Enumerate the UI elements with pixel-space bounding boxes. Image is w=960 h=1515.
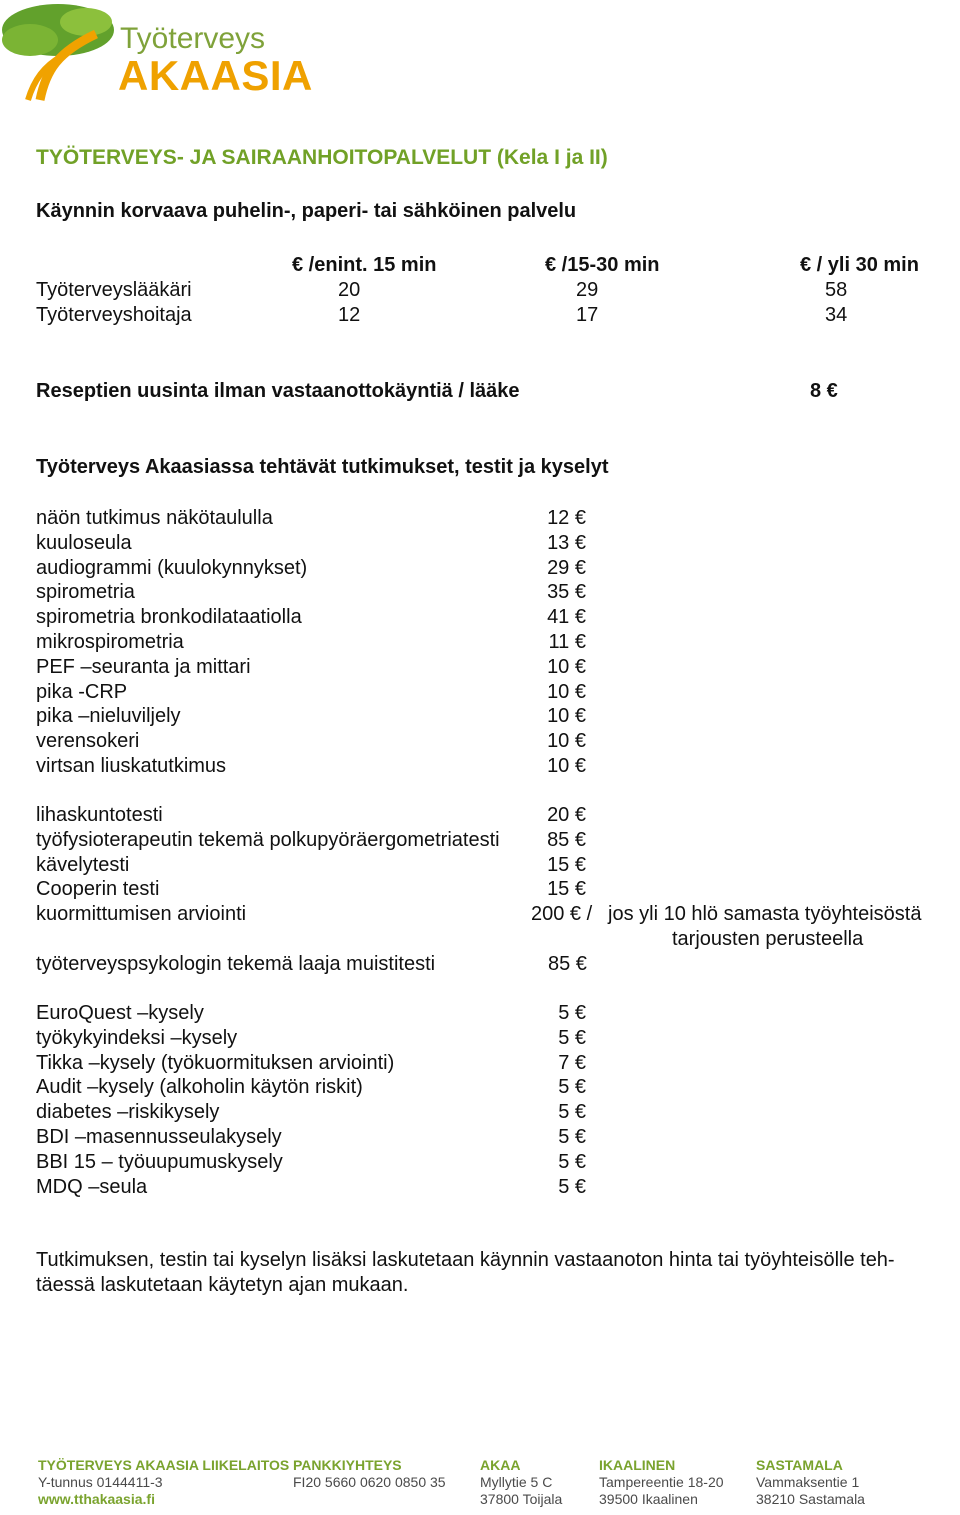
- footer-iban: FI20 5660 0620 0850 35: [293, 1474, 446, 1490]
- tests-heading: Työterveys Akaasiassa tehtävät tutkimukset, testit ja kyselyt: [36, 456, 609, 478]
- strain-note: jos yli 10 hlö samasta työyhteisöstä: [608, 903, 922, 925]
- billing-note: Tutkimuksen, testin tai kyselyn lisäksi laskutetaan käynnin vastaanoton hinta tai työyhteisölle teh-: [36, 1249, 895, 1271]
- price-row-label: mikrospirometria: [36, 631, 184, 653]
- footer-bank-title: PANKKIYHTEYS: [293, 1457, 402, 1473]
- memory-test-price: 85 €: [548, 953, 587, 975]
- strain-label: kuormittumisen arviointi: [36, 903, 247, 925]
- footer-postcode: 37800 Toijala: [480, 1491, 563, 1507]
- price-row-value: 10 €: [547, 655, 586, 678]
- prescription-price: 8 €: [810, 380, 838, 402]
- price-row: [36, 730, 596, 755]
- phone-row-value: 34: [825, 304, 848, 326]
- price-row-label: Cooperin testi: [36, 878, 160, 901]
- price-row: [36, 1002, 596, 1027]
- phone-service-heading: Käynnin korvaava puhelin-, paperi- tai sähköinen palvelu: [36, 200, 577, 222]
- price-row-value: 20 €: [547, 804, 586, 826]
- price-row: [36, 532, 596, 557]
- price-row-value: 41 €: [547, 606, 586, 629]
- logo-text-top: Työterveys: [120, 22, 266, 55]
- price-row-value: 5 €: [558, 1026, 586, 1049]
- column-header-15-30min: € /15-30 min: [545, 254, 660, 276]
- price-row-value: 10 €: [547, 705, 586, 728]
- price-row-value: 5 €: [558, 1101, 586, 1124]
- price-row: [36, 1176, 596, 1201]
- price-row-label: työkykyindeksi –kysely: [36, 1026, 238, 1049]
- price-row-value: 29 €: [547, 556, 586, 579]
- footer-address: Vammaksentie 1: [756, 1474, 860, 1490]
- price-row: [36, 705, 596, 730]
- strain-price: 200 € /: [531, 903, 593, 925]
- footer-office-title: SASTAMALA: [756, 1457, 843, 1473]
- price-row-label: spirometria: [36, 581, 135, 604]
- price-row: [36, 878, 596, 903]
- price-row-label: lihaskuntotesti: [36, 804, 163, 826]
- price-row-label: Audit –kysely (alkoholin käytön riskit): [36, 1076, 363, 1099]
- price-row-label: virtsan liuskatutkimus: [36, 755, 227, 777]
- price-row-label: spirometria bronkodilataatiolla: [36, 606, 302, 629]
- price-row-label: Tikka –kysely (työkuormituksen arviointi): [36, 1051, 395, 1074]
- price-row: [36, 1076, 596, 1101]
- price-row-value: 5 €: [558, 1175, 586, 1198]
- price-row-label: BDI –masennusseulakysely: [36, 1126, 282, 1148]
- price-row-label: kävelytesti: [36, 853, 130, 876]
- footer-office-akaa: [480, 1457, 562, 1508]
- billing-note: täessä laskutetaan käytetyn ajan mukaan.: [36, 1274, 409, 1296]
- price-row: [36, 1101, 596, 1126]
- price-row: [36, 804, 596, 829]
- price-row-value: 5 €: [558, 1076, 586, 1099]
- price-row-value: 7 €: [558, 1051, 586, 1074]
- price-row: [36, 854, 596, 879]
- price-row: [36, 656, 596, 681]
- price-row-value: 5 €: [558, 1002, 586, 1024]
- price-row: [36, 1052, 596, 1077]
- phone-row-value: 58: [825, 279, 848, 301]
- price-row: [36, 557, 596, 582]
- phone-row-value: 12: [338, 304, 361, 326]
- footer-business-id: Y-tunnus 0144411-3: [38, 1474, 163, 1490]
- price-row-label: MDQ –seula: [36, 1175, 148, 1198]
- phone-row-value: 17: [576, 304, 599, 326]
- column-header-15min: € /enint. 15 min: [292, 254, 437, 276]
- footer-postcode: 39500 Ikaalinen: [599, 1491, 698, 1507]
- price-row-value: 11 €: [548, 631, 586, 653]
- price-row: [36, 581, 596, 606]
- phone-row-value: 20: [338, 279, 361, 301]
- price-row: [36, 755, 596, 780]
- price-row-label: pika –nieluviljely: [36, 705, 181, 728]
- price-row-value: 10 €: [547, 755, 586, 777]
- logo-text-bottom: AKAASIA: [118, 52, 313, 99]
- price-row: [36, 1126, 596, 1151]
- price-row: [36, 681, 596, 706]
- price-row: [36, 1151, 596, 1176]
- footer-address: Tampereentie 18-20: [599, 1474, 724, 1490]
- price-row-label: diabetes –riskikysely: [36, 1101, 220, 1124]
- price-row-value: 15 €: [547, 853, 586, 876]
- footer-postcode: 38210 Sastamala: [756, 1491, 865, 1507]
- strain-note: tarjousten perusteella: [672, 928, 864, 950]
- price-row-value: 15 €: [547, 878, 586, 901]
- footer-office-title: AKAA: [480, 1457, 521, 1473]
- price-row-label: näön tutkimus näkötaululla: [36, 507, 273, 529]
- footer-bank: [293, 1457, 446, 1491]
- price-row-label: PEF –seuranta ja mittari: [36, 655, 251, 678]
- company-logo: [0, 0, 313, 104]
- footer-office-title: IKAALINEN: [599, 1457, 676, 1473]
- price-row: [36, 631, 596, 656]
- price-row-label: audiogrammi (kuulokynnykset): [36, 556, 308, 579]
- price-row-value: 12 €: [547, 507, 586, 529]
- price-row: [36, 606, 596, 631]
- page-title: TYÖTERVEYS- JA SAIRAANHOITOPALVELUT (Kela I ja II): [36, 146, 608, 169]
- footer-org-title: TYÖTERVEYS AKAASIA LIIKELAITOS: [38, 1457, 290, 1473]
- price-row: [36, 1027, 596, 1052]
- price-row-label: verensokeri: [36, 730, 140, 753]
- phone-row-label: Työterveyshoitaja: [36, 304, 192, 326]
- price-row-value: 10 €: [547, 680, 586, 703]
- phone-row-label: Työterveyslääkäri: [36, 279, 192, 301]
- price-row-value: 10 €: [547, 730, 586, 753]
- price-row-label: työfysioterapeutin tekemä polkupyöräergometriatesti: [36, 828, 500, 851]
- memory-test-label: työterveyspsykologin tekemä laaja muistitesti: [36, 953, 436, 975]
- column-header-over30min: € / yli 30 min: [800, 254, 919, 276]
- price-row-value: 5 €: [558, 1126, 586, 1148]
- footer-office-ikaalinen: [599, 1457, 724, 1508]
- price-row-label: EuroQuest –kysely: [36, 1002, 204, 1024]
- price-row-value: 13 €: [547, 531, 586, 554]
- price-row: [36, 829, 596, 854]
- price-row: [36, 507, 596, 532]
- price-row-label: BBI 15 – työuupumuskysely: [36, 1150, 283, 1173]
- tree-logo-icon: [0, 0, 120, 104]
- prescription-label: Reseptien uusinta ilman vastaanottokäyntiä / lääke: [36, 380, 520, 402]
- footer-office-sastamala: [756, 1457, 865, 1508]
- footer-organization: [38, 1457, 289, 1508]
- footer-website-link[interactable]: www.tthakaasia.fi: [38, 1491, 155, 1507]
- price-row-value: 5 €: [558, 1150, 586, 1173]
- price-row-value: 35 €: [547, 581, 586, 604]
- price-row-value: 85 €: [547, 828, 586, 851]
- phone-row-value: 29: [576, 279, 599, 301]
- price-row-label: kuuloseula: [36, 531, 132, 554]
- price-row-label: pika -CRP: [36, 680, 128, 703]
- footer-address: Myllytie 5 C: [480, 1474, 553, 1490]
